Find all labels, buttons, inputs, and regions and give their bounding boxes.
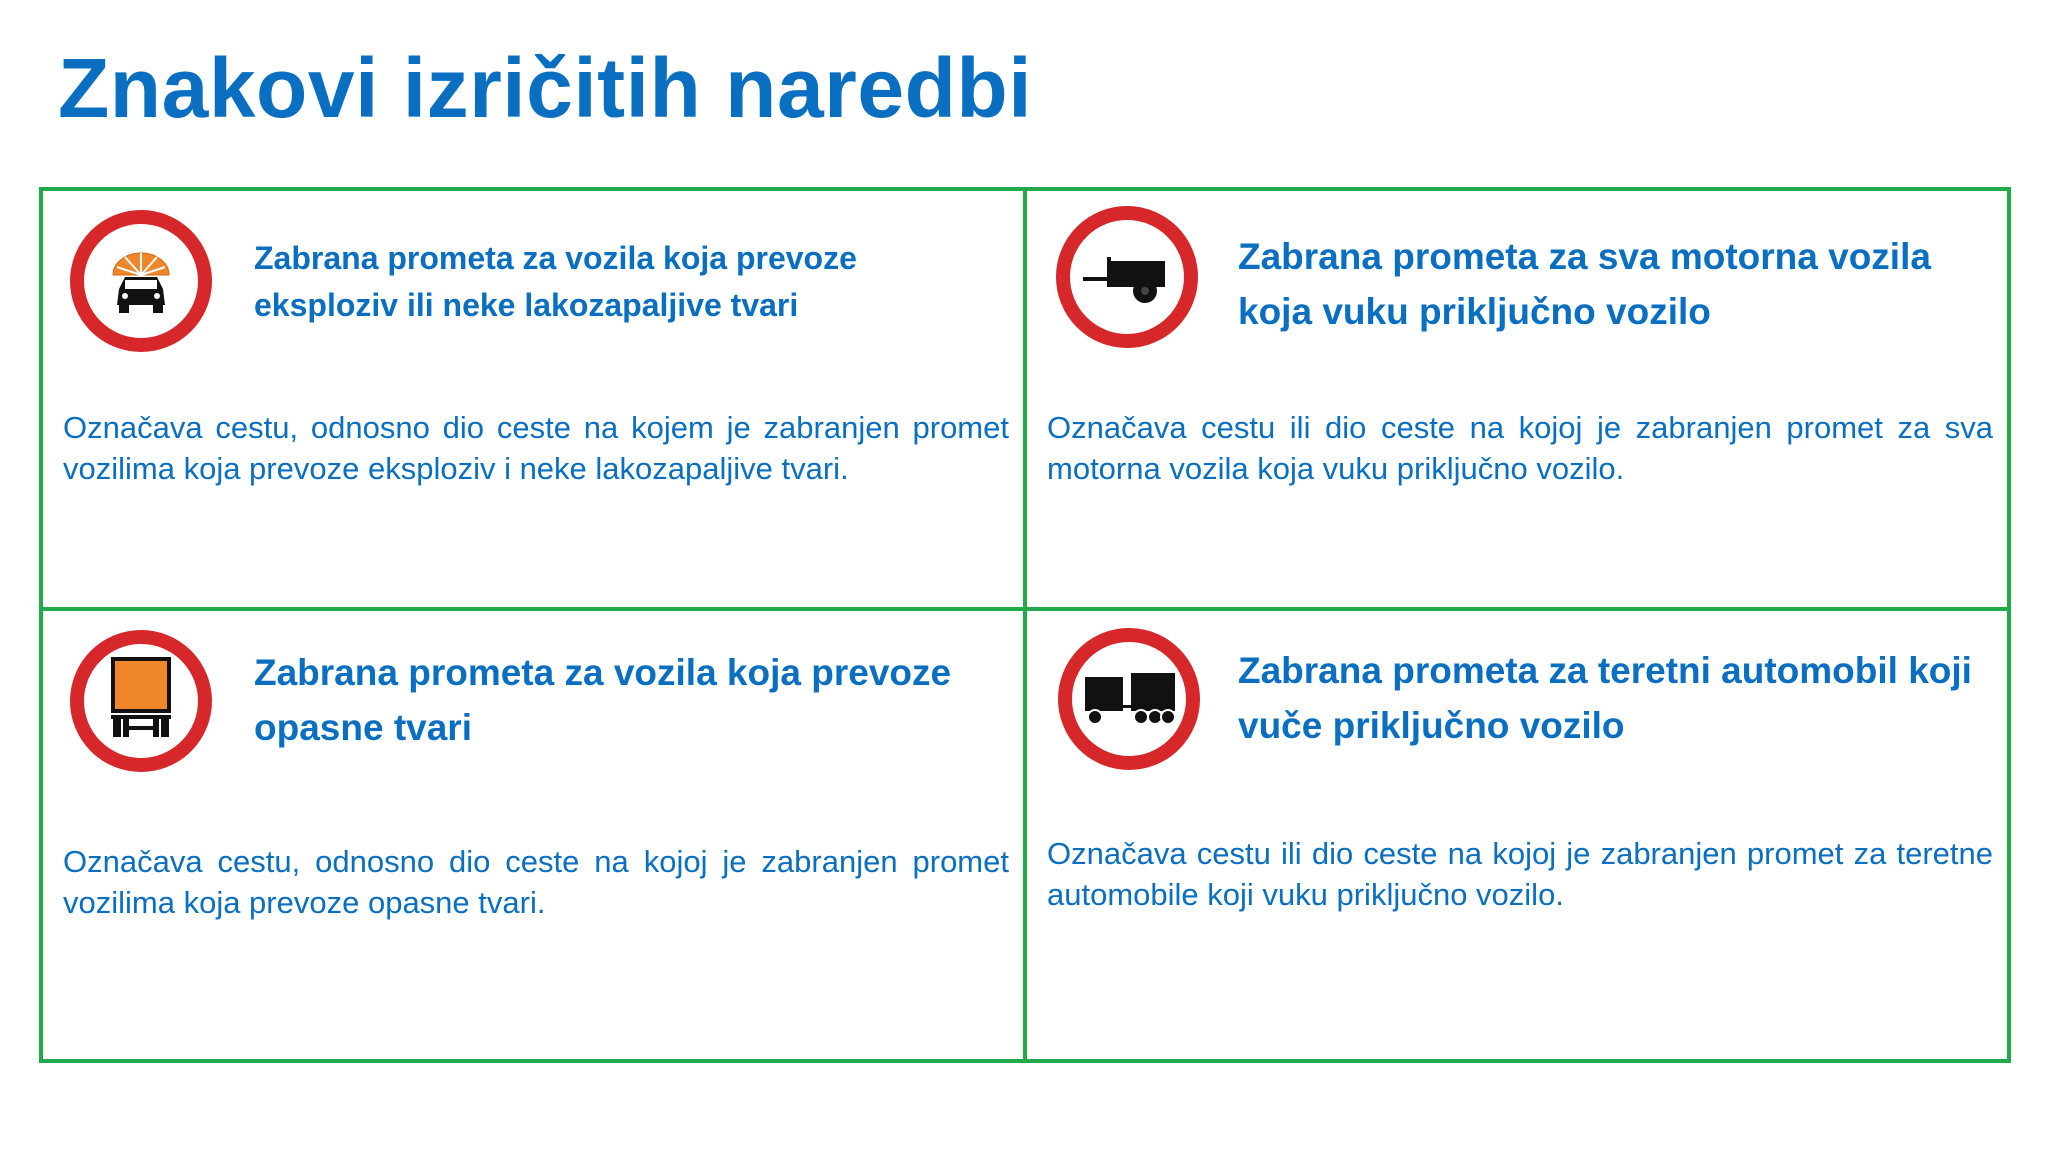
truck-with-trailer-prohibition-sign-icon [1057, 627, 1201, 771]
sign-card-dangerous-goods [43, 611, 1027, 1059]
sign-description: Označava cestu, odnosno dio ceste na kojem je zabranjen promet vozilima koja prevoze eksploziv i neke lakozapaljive tvari. [63, 410, 1009, 486]
page-title: Znakovi izričitih naredbi [58, 41, 1033, 135]
sign-description: Označava cestu ili dio ceste na kojoj je zabranjen promet za sva motorna vozila koja vuku priključno vozilo. [1047, 410, 1993, 486]
sign-heading: Zabrana prometa za teretni automobil koji vuče priključno vozilo [1238, 650, 1972, 746]
explosives-vehicle-prohibition-sign-icon [69, 209, 213, 353]
sign-heading: Zabrana prometa za vozila koja prevoze eksploziv ili neke lakozapaljive tvari [254, 240, 857, 323]
signs-grid [39, 187, 2011, 1063]
trailer-towing-prohibition-sign-icon [1055, 205, 1199, 349]
sign-heading: Zabrana prometa za sva motorna vozila koja vuku priključno vozilo [1238, 236, 1931, 332]
sign-heading: Zabrana prometa za vozila koja prevoze opasne tvari [254, 652, 952, 748]
sign-card-explosives [43, 191, 1027, 611]
sign-description: Označava cestu ili dio ceste na kojoj je zabranjen promet za teretne automobile koji vuku priključno vozilo. [1047, 836, 1993, 912]
sign-card-trailer [1027, 191, 2011, 611]
sign-description: Označava cestu, odnosno dio ceste na kojoj je zabranjen promet vozilima koja prevoze opasne tvari. [63, 844, 1009, 920]
sign-card-truck-trailer [1027, 611, 2011, 1059]
dangerous-goods-vehicle-prohibition-sign-icon [69, 629, 213, 773]
